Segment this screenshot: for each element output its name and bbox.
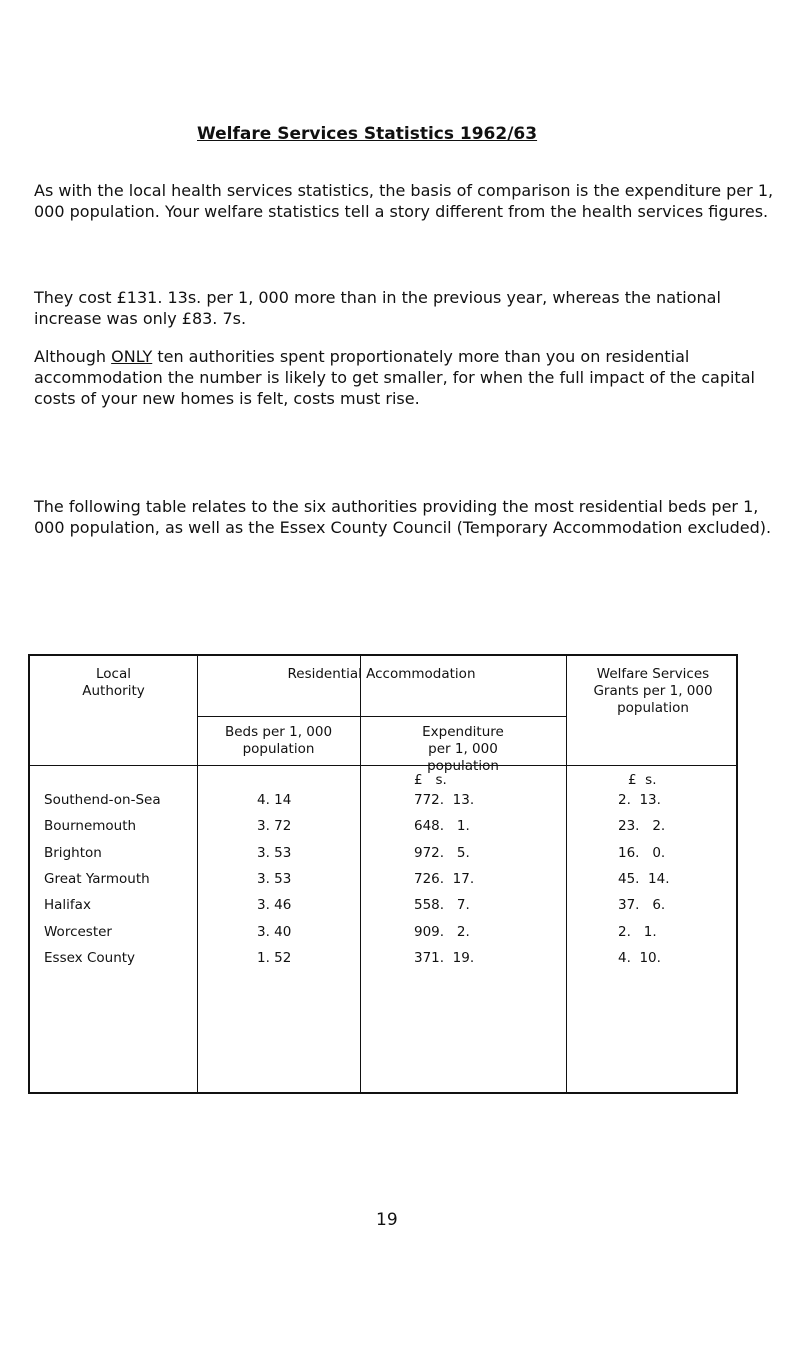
table-row (30, 897, 740, 921)
welfare-grant-cell: 37. 6. (618, 897, 666, 914)
expenditure-cell: 772. 13. (414, 792, 475, 808)
header-residential-accommodation: Residential Accommodation (287, 666, 476, 682)
table-row (30, 792, 740, 816)
emphasis-only: ONLY (111, 347, 153, 366)
paragraph-text-before: Although (34, 347, 112, 366)
page-title: Welfare Services Statistics 1962/63 (197, 124, 538, 144)
table-row (30, 845, 740, 869)
paragraph-text-after: ten authorities spent proportionately more than you on residential accommodation the number is likely to get smaller, for when the full impact of the capital costs of your new homes is felt, costs must rise. (34, 347, 755, 408)
unit-expenditure: £ s. (414, 772, 447, 788)
authority-cell: Bournemouth (44, 818, 137, 835)
subheader-divider (197, 716, 566, 717)
expenditure-cell: 909. 2. (414, 923, 470, 940)
table-row (30, 818, 740, 842)
header-welfare-grants: Welfare Services Grants per 1, 000 population (593, 666, 713, 716)
beds-cell: 3. 46 (257, 897, 292, 914)
authority-cell: Halifax (44, 897, 91, 914)
beds-cell: 4. 14 (257, 792, 292, 808)
unit-welfare: £ s. (628, 772, 657, 788)
beds-cell: 3. 40 (257, 923, 292, 940)
header-expenditure-per-1000: Expenditure per 1, 000 population (422, 724, 504, 774)
paragraph-cost-increase: They cost £131. 13s. per 1, 000 more than in the previous year, whereas the national increase was only £83. 7s. (34, 288, 721, 328)
expenditure-cell: 972. 5. (414, 844, 470, 861)
expenditure-cell: 726. 17. (414, 870, 475, 887)
welfare-grant-cell: 2. 1. (618, 923, 657, 940)
table-row (30, 871, 740, 895)
paragraph-table-intro: The following table relates to the six authorities providing the most residential beds per 1, 000 population, as well as the Essex County Council (Temporary Accommodation excluded). (34, 497, 772, 537)
paragraph-comparison-basis: As with the local health services statistics, the basis of comparison is the expenditure per 1, 000 population. Your welfare statistics tell a story different from the health services figures. (34, 181, 774, 221)
beds-cell: 3. 72 (257, 818, 292, 835)
expenditure-cell: 648. 1. (414, 818, 470, 835)
header-local-authority: Local Authority (82, 666, 145, 699)
authority-cell: Essex County (44, 949, 136, 966)
authority-cell: Brighton (44, 844, 102, 861)
expenditure-cell: 371. 19. (414, 949, 475, 966)
authority-cell: Great Yarmouth (44, 870, 150, 887)
welfare-grant-cell: 4. 10. (618, 949, 661, 966)
header-beds-per-1000: Beds per 1, 000 population (224, 724, 333, 757)
welfare-grant-cell: 45. 14. (618, 870, 670, 887)
page-number: 19 (376, 1210, 398, 1230)
welfare-grant-cell: 16. 0. (618, 844, 666, 861)
welfare-statistics-table (28, 654, 738, 1094)
authority-cell: Worcester (44, 923, 112, 940)
beds-cell: 1. 52 (257, 949, 292, 966)
authority-cell: Southend-on-Sea (44, 792, 161, 808)
beds-cell: 3. 53 (257, 870, 292, 887)
table-row (30, 950, 740, 974)
expenditure-cell: 558. 7. (414, 897, 470, 914)
beds-cell: 3. 53 (257, 844, 292, 861)
welfare-grant-cell: 23. 2. (618, 818, 666, 835)
paragraph-residential-accommodation (34, 346, 774, 409)
table-row (30, 924, 740, 948)
welfare-grant-cell: 2. 13. (618, 792, 661, 808)
